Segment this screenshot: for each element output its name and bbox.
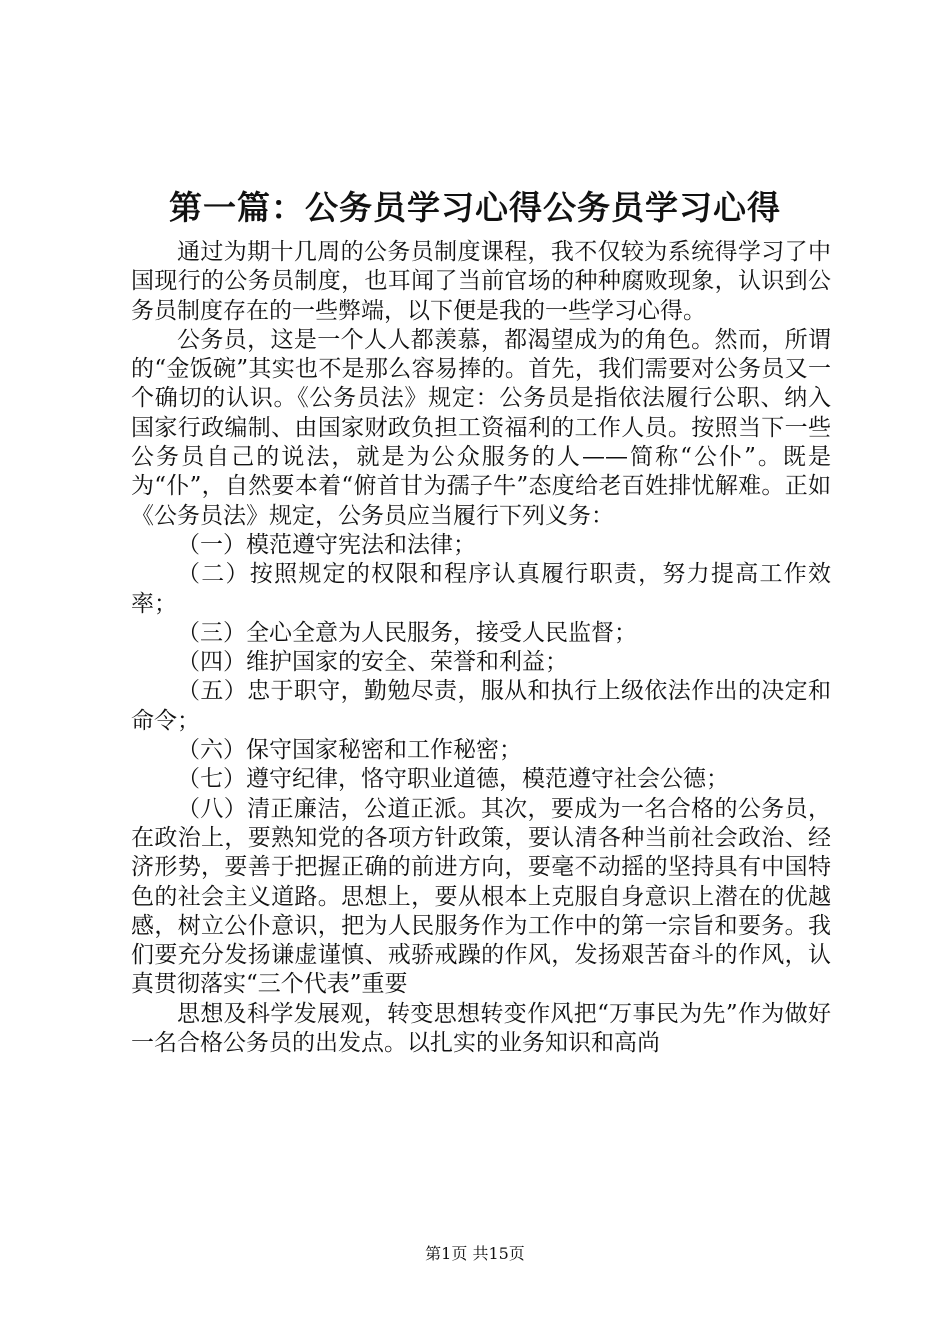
duty-item-8: （八）清正廉洁，公道正派。其次，要成为一名合格的公务员，在政治上，要熟知党的各项方针政策，要认清各种当前社会政治、经济形势，要善于把握正确的前进方向，要毫不动摇的坚持具有中国特色的社会主义道路。思想上，要从根本上克服自身意识上潜在的优越感，树立公仆意识，把为人民服务作为工作中的第一宗旨和要务。我们要充分发扬谦虚谨慎、戒骄戒躁的作风，发扬艰苦奋斗的作风，认真贯彻落实“三个代表”重要	[131, 795, 831, 998]
duty-item-6: （六）保守国家秘密和工作秘密；	[177, 737, 522, 764]
duty-item-2: （二）按照规定的权限和程序认真履行职责，努力提高工作效率；	[131, 561, 831, 617]
paragraph-definition: 公务员，这是一个人人都羡慕，都渴望成为的角色。然而，所谓的“金饭碗”其实也不是那么容易捧的。首先，我们需要对公务员又一个确切的认识。《公务员法》规定：公务员是指依法履行公职、纳入国家行政编制、由国家财政负担工资福利的工作人员。按照当下一些公务员自己的说法，就是为公众服务的人——简称“公仆”。既是为“仆”，自然要本着“俯首甘为孺子牛”态度给老百姓排忧解难。正如《公务员法》规定，公务员应当履行下列义务：	[131, 326, 831, 529]
paragraph-thought: 思想及科学发展观，转变思想转变作风把“万事民为先”作为做好一名合格公务员的出发点。以扎实的业务知识和高尚	[131, 1000, 831, 1057]
duty-item-5: （五）忠于职守，勤勉尽责，服从和执行上级依法作出的决定和命令；	[131, 678, 831, 734]
duty-item-4: （四）维护国家的安全、荣誉和利益；	[177, 649, 568, 676]
paragraph-intro: 通过为期十几周的公务员制度课程，我不仅较为系统得学习了中国现行的公务员制度，也耳闻了当前官场的种种腐败现象，认识到公务员制度存在的一些弊端，以下便是我的一些学习心得。	[131, 239, 831, 324]
document-body	[131, 238, 831, 1058]
duty-item-3: （三）全心全意为人民服务，接受人民监督；	[177, 619, 637, 646]
duty-item-1: （一）模范遵守宪法和法律；	[177, 531, 476, 558]
duty-item-7: （七）遵守纪律，恪守职业道德，模范遵守社会公德；	[177, 766, 729, 793]
page-number: 第1页 共15页	[425, 1244, 525, 1263]
document-title: 第一篇：公务员学习心得公务员学习心得	[169, 188, 781, 227]
